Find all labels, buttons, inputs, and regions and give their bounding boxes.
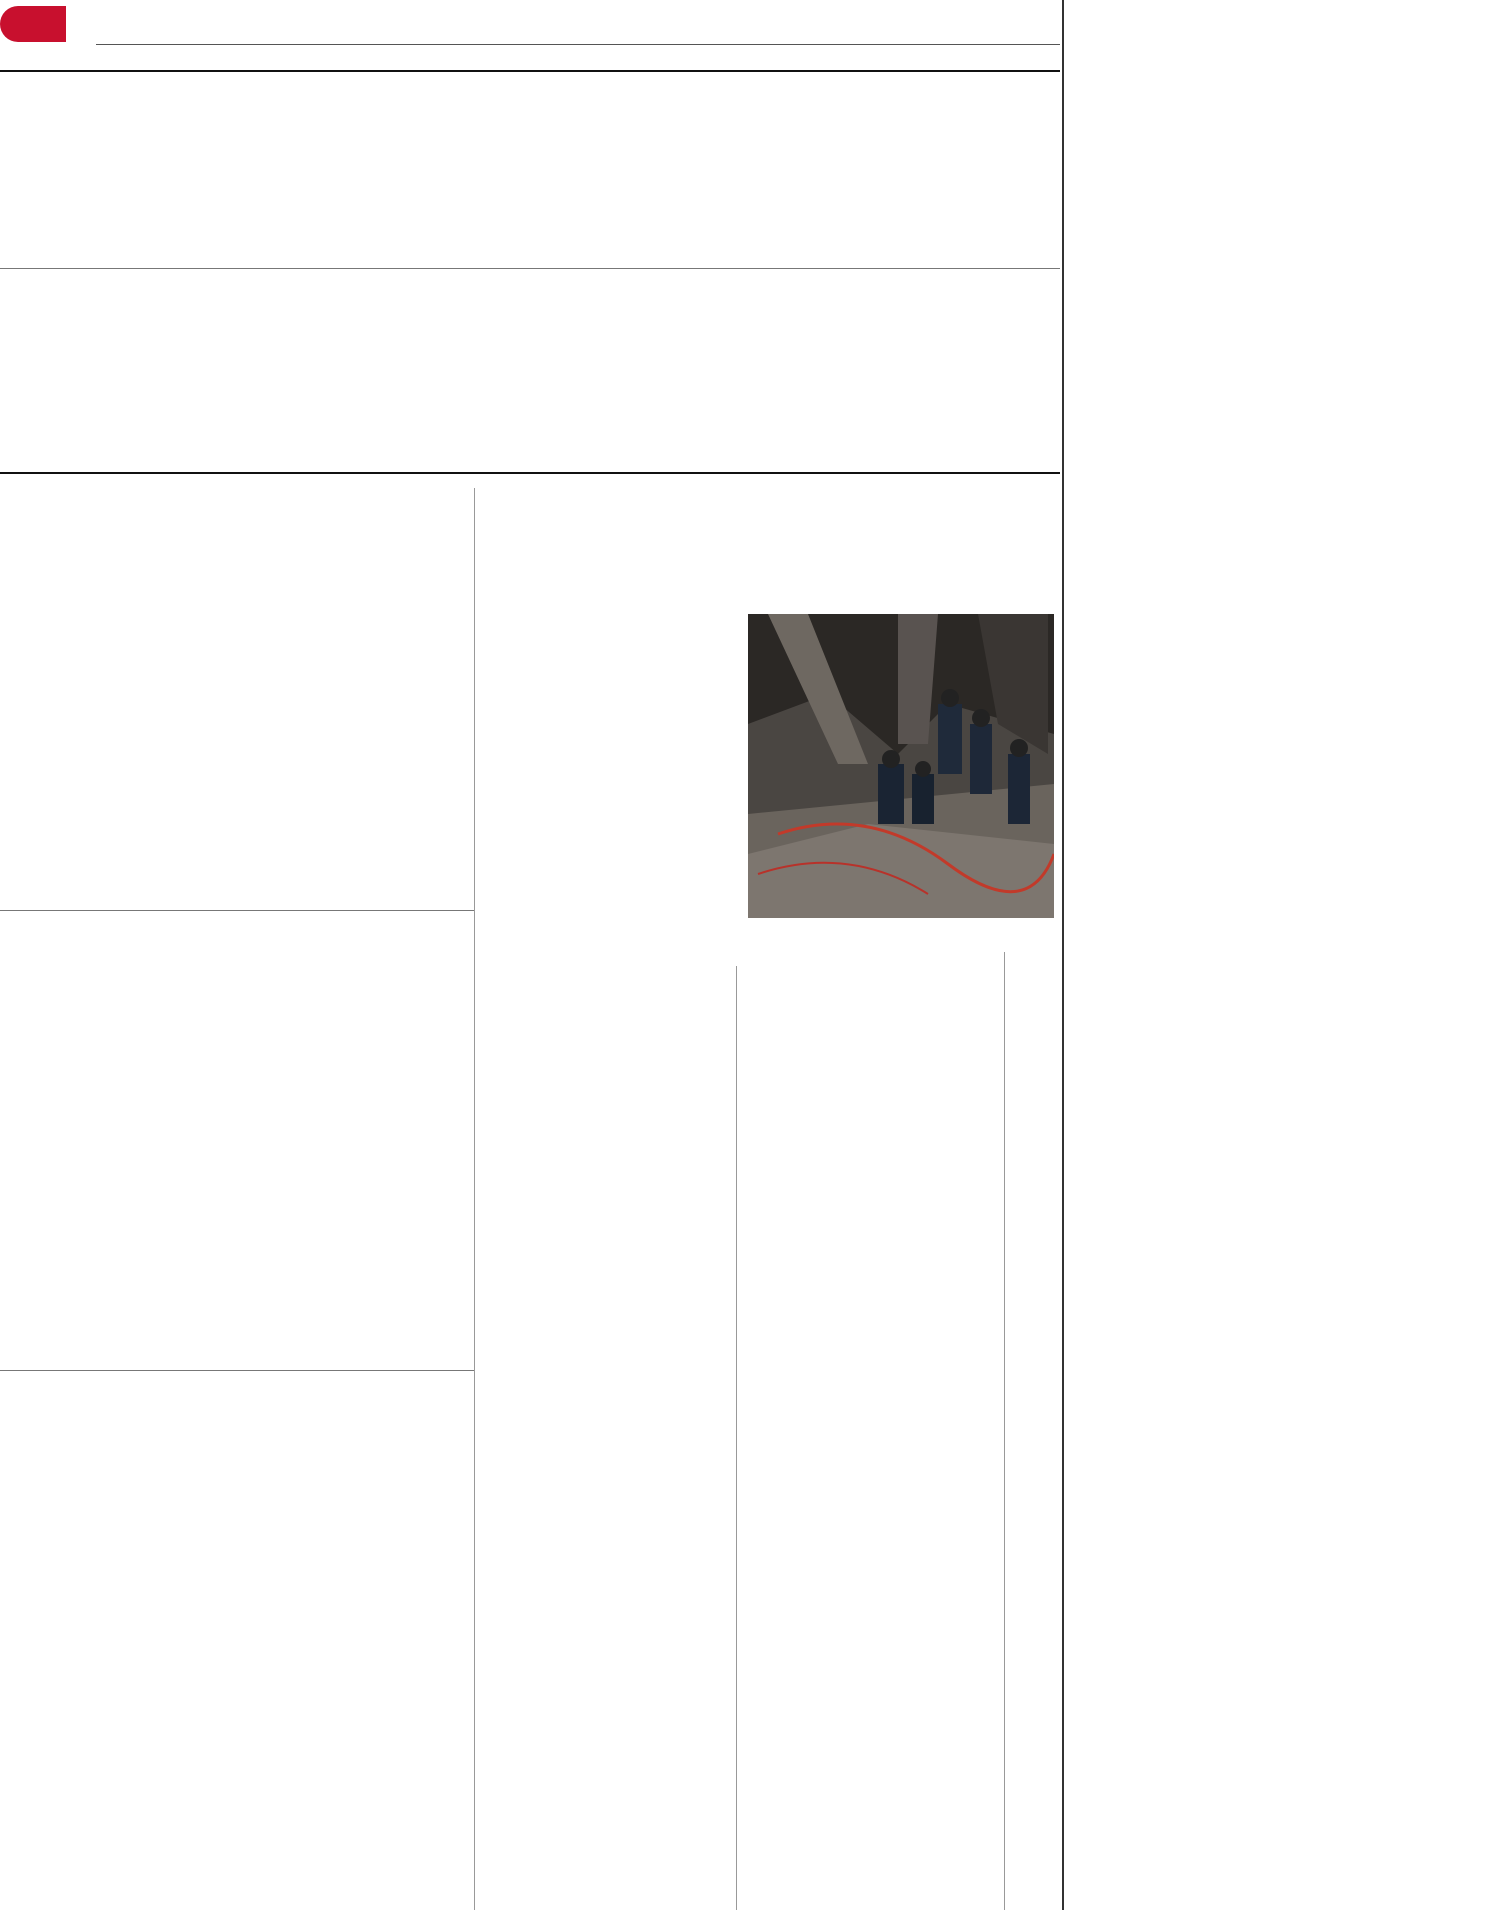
sidebar (1070, 0, 1500, 1910)
lead-col-3 (516, 276, 750, 452)
fire-scene-photo (748, 614, 1054, 918)
lead-col-1 (4, 312, 230, 452)
masthead-rule-bottom (0, 70, 1060, 72)
sidebar-divider (1062, 0, 1064, 1910)
page-number-badge (0, 6, 66, 42)
lead-bottom-rule (0, 472, 1060, 474)
lead-col-2 (258, 276, 488, 452)
chongqing-col-1 (4, 1546, 226, 1908)
lead-rule (0, 268, 1060, 269)
harbin-col-2 (748, 952, 1000, 1910)
shenyang-bottom-rule (0, 1370, 474, 1371)
guilin-col-2 (232, 614, 452, 904)
guilin-bottom-rule (0, 910, 474, 911)
fire-scene-illustration (748, 614, 1054, 918)
harbin-col-divider-2 (1004, 952, 1005, 1910)
shenyang-col-2 (232, 1052, 452, 1352)
masthead-rule (96, 44, 1060, 45)
chongqing-col-2 (232, 1512, 452, 1908)
lead-col-4 (778, 276, 1012, 452)
harbin-col-divider-1 (736, 966, 737, 1910)
guilin-col-1 (4, 650, 226, 904)
harbin-col-1 (476, 966, 724, 1910)
chongqing-divider (474, 1370, 475, 1910)
masthead (0, 0, 1060, 70)
harbin-intro (506, 670, 720, 952)
guilin-divider (474, 488, 475, 910)
shenyang-divider (474, 910, 475, 1370)
shenyang-col-1 (4, 1086, 226, 1352)
